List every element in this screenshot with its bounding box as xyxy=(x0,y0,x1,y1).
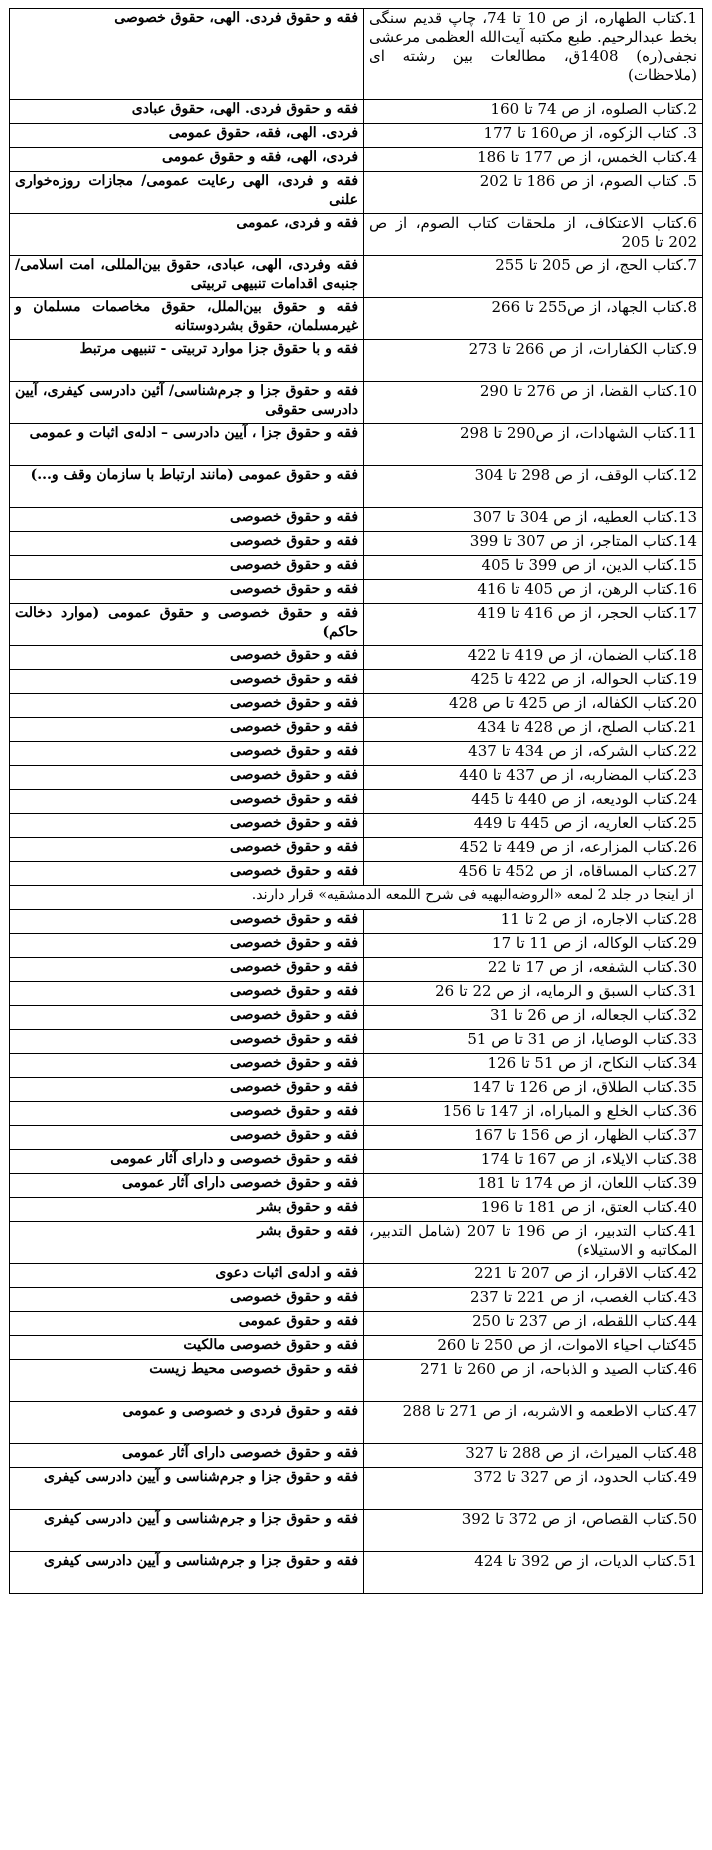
book-category-cell: فقه و حقوق بشر xyxy=(10,1222,364,1264)
table-row xyxy=(10,382,703,424)
table-row xyxy=(10,766,703,790)
book-title-cell: 39.کتاب اللعان، از ص 174 تا 181 xyxy=(364,1174,703,1198)
table-row xyxy=(10,1360,703,1402)
book-category-cell: فقه و حقوق خصوصی xyxy=(10,958,364,982)
book-category-cell: فقه و ادله‌ی اثبات دعوی xyxy=(10,1264,364,1288)
section-note-row xyxy=(10,886,703,910)
book-category-cell: فقه و حقوق خصوصی و دارای آثار عمومی xyxy=(10,1150,364,1174)
book-category-cell: فقه و حقوق جزا و جرم‌شناسی/ آئین دادرسی کیفری، آیین دادرسی حقوقی xyxy=(10,382,364,424)
book-category-cell: فردی. الهی، فقه، حقوق عمومی xyxy=(10,124,364,148)
table-row xyxy=(10,580,703,604)
table-row xyxy=(10,508,703,532)
table-row xyxy=(10,646,703,670)
book-title-cell: 51.کتاب الدیات، از ص 392 تا 424 xyxy=(364,1552,703,1594)
book-title-cell: 19.کتاب الحواله، از ص 422 تا 425 xyxy=(364,670,703,694)
book-title-cell: 5. کتاب الصوم، از ص 186 تا 202 xyxy=(364,172,703,214)
book-title-cell: 38.کتاب الایلاء، از ص 167 تا 174 xyxy=(364,1150,703,1174)
book-category-cell: فقه و حقوق خصوصی xyxy=(10,766,364,790)
book-title-cell: 35.کتاب الطلاق، از ص 126 تا 147 xyxy=(364,1078,703,1102)
book-category-cell: فقه و فردی، الهی رعایت عمومی/ مجازات روزه‌خواری علنی xyxy=(10,172,364,214)
book-category-cell: فقه و حقوق خصوصی xyxy=(10,934,364,958)
table-row xyxy=(10,958,703,982)
table-row xyxy=(10,1288,703,1312)
book-title-cell: 12.کتاب الوقف، از ص 298 تا 304 xyxy=(364,466,703,508)
table-row xyxy=(10,1312,703,1336)
book-title-cell: 29.کتاب الوکاله، از ص 11 تا 17 xyxy=(364,934,703,958)
table-row xyxy=(10,982,703,1006)
table-row xyxy=(10,1006,703,1030)
book-category-cell: فقه و حقوق خصوصی xyxy=(10,694,364,718)
table-row xyxy=(10,214,703,256)
book-category-cell: فقه و حقوق جزا ، آیین دادرسی – ادله‌ی اثبات و عمومی xyxy=(10,424,364,466)
table-row xyxy=(10,1102,703,1126)
table-row xyxy=(10,532,703,556)
book-category-cell: فقه و حقوق خصوصی xyxy=(10,532,364,556)
book-title-cell: 44.کتاب اللقطه، از ص 237 تا 250 xyxy=(364,1312,703,1336)
book-title-cell: 25.کتاب العاریه، از ص 445 تا 449 xyxy=(364,814,703,838)
table-row xyxy=(10,100,703,124)
table-row xyxy=(10,256,703,298)
book-category-cell: فقه و حقوق خصوصی xyxy=(10,580,364,604)
table-row xyxy=(10,1030,703,1054)
book-category-cell: فقه و حقوق بشر xyxy=(10,1198,364,1222)
book-title-cell: 30.کتاب الشفعه، از ص 17 تا 22 xyxy=(364,958,703,982)
table-row xyxy=(10,862,703,886)
table-row xyxy=(10,742,703,766)
book-title-cell: 31.کتاب السبق و الرمایه، از ص 22 تا 26 xyxy=(364,982,703,1006)
book-category-cell: فقه و حقوق عمومی (مانند ارتباط با سازمان وقف و...) xyxy=(10,466,364,508)
book-category-cell: فقه و حقوق خصوصی xyxy=(10,646,364,670)
table-row xyxy=(10,1126,703,1150)
book-category-cell: فقه و حقوق خصوصی xyxy=(10,790,364,814)
book-title-cell: 28.کتاب الاجاره، از ص 2 تا 11 xyxy=(364,910,703,934)
book-title-cell: 46.کتاب الصید و الذباحه، از ص 260 تا 271 xyxy=(364,1360,703,1402)
book-title-cell: 34.کتاب النکاح، از ص 51 تا 126 xyxy=(364,1054,703,1078)
book-category-cell: فقه و حقوق خصوصی دارای آثار عمومی xyxy=(10,1444,364,1468)
book-title-cell: 32.کتاب الجعاله، از ص 26 تا 31 xyxy=(364,1006,703,1030)
section-note: از اینجا در جلد 2 لمعه «الروضه‌البهیه فی شرح اللمعه الدمشقیه» قرار دارند. xyxy=(10,886,703,910)
table-row xyxy=(10,670,703,694)
book-title-cell: 17.کتاب الحجر، از ص 416 تا 419 xyxy=(364,604,703,646)
book-title-cell: 40.کتاب العتق، از ص 181 تا 196 xyxy=(364,1198,703,1222)
book-title-cell: 27.کتاب المساقاه، از ص 452 تا 456 xyxy=(364,862,703,886)
table-row xyxy=(10,424,703,466)
book-category-cell: فقه و با حقوق جزا موارد تربیتی - تنبیهی مرتبط xyxy=(10,340,364,382)
table-row xyxy=(10,838,703,862)
book-title-cell: 9.کتاب الکفارات، از ص 266 تا 273 xyxy=(364,340,703,382)
table-row xyxy=(10,604,703,646)
book-title-cell: 37.کتاب الظهار، از ص 156 تا 167 xyxy=(364,1126,703,1150)
table-row xyxy=(10,814,703,838)
book-title-cell: 22.کتاب الشرکه، از ص 434 تا 437 xyxy=(364,742,703,766)
book-title-cell: 42.کتاب الاقرار، از ص 207 تا 221 xyxy=(364,1264,703,1288)
table-row xyxy=(10,298,703,340)
book-category-cell: فقه و حقوق خصوصی xyxy=(10,862,364,886)
book-title-cell: 14.کتاب المتاجر، از ص 307 تا 399 xyxy=(364,532,703,556)
book-title-cell: 7.کتاب الحج، از ص 205 تا 255 xyxy=(364,256,703,298)
book-category-cell: فقه و حقوق خصوصی xyxy=(10,556,364,580)
book-category-cell: فردی، الهی، فقه و حقوق عمومی xyxy=(10,148,364,172)
book-category-cell: فقه و حقوق خصوصی xyxy=(10,670,364,694)
book-title-cell: 24.کتاب الودیعه، از ص 440 تا 445 xyxy=(364,790,703,814)
book-category-cell: فقه و حقوق جزا و جرم‌شناسی و آیین دادرسی کیفری xyxy=(10,1468,364,1510)
book-title-cell: 18.کتاب الضمان، از ص 419 تا 422 xyxy=(364,646,703,670)
table-row xyxy=(10,556,703,580)
book-title-cell: 21.کتاب الصلح، از ص 428 تا 434 xyxy=(364,718,703,742)
table-row xyxy=(10,1222,703,1264)
book-title-cell: 11.کتاب الشهادات، از ص290 تا 298 xyxy=(364,424,703,466)
book-title-cell: 16.کتاب الرهن، از ص 405 تا 416 xyxy=(364,580,703,604)
table-row xyxy=(10,910,703,934)
book-category-cell: فقه و حقوق خصوصی xyxy=(10,1054,364,1078)
book-category-cell: فقه و حقوق خصوصی دارای آثار عمومی xyxy=(10,1174,364,1198)
book-title-cell: 41.کتاب التدبیر، از ص 196 تا 207 (شامل التدبیر، المکاتبه و الاستیلاء) xyxy=(364,1222,703,1264)
book-title-cell: 1.کتاب الطهاره، از ص 10 تا 74، چاپ قدیم سنگی بخط عبدالرحیم. طبع مکتبه آیت‌الله العظمی مرعشی نجفی(ره) 1408ق، مطالعات بین رشته ای (ملاحظات) xyxy=(364,9,703,100)
book-title-cell: 20.کتاب الکفاله، از ص 425 تا ص 428 xyxy=(364,694,703,718)
book-category-cell: فقه و حقوق خصوصی xyxy=(10,742,364,766)
book-title-cell: 4.کتاب الخمس، از ص 177 تا 186 xyxy=(364,148,703,172)
book-category-cell: فقه و حقوق خصوصی محیط زیست xyxy=(10,1360,364,1402)
table-row xyxy=(10,1174,703,1198)
table-row xyxy=(10,172,703,214)
table-row xyxy=(10,718,703,742)
table-row xyxy=(10,1336,703,1360)
book-category-cell: فقه وفردی، الهی، عبادی، حقوق بین‌المللی، امت اسلامی/ جنبه‌ی اقدامات تنبیهی تربیتی xyxy=(10,256,364,298)
books-table xyxy=(9,8,703,1594)
book-category-cell: فقه و حقوق خصوصی xyxy=(10,1126,364,1150)
table-row xyxy=(10,934,703,958)
table-row xyxy=(10,124,703,148)
book-category-cell: فقه و حقوق فردی. الهی، حقوق خصوصی xyxy=(10,9,364,100)
book-title-cell: 6.کتاب الاعتکاف، از ملحقات کتاب الصوم، از ص 202 تا 205 xyxy=(364,214,703,256)
book-category-cell: فقه و حقوق خصوصی xyxy=(10,814,364,838)
table-row xyxy=(10,9,703,100)
book-title-cell: 10.کتاب القضا، از ص 276 تا 290 xyxy=(364,382,703,424)
book-title-cell: 13.کتاب العطیه، از ص 304 تا 307 xyxy=(364,508,703,532)
table-row xyxy=(10,694,703,718)
table-row xyxy=(10,1264,703,1288)
table-row xyxy=(10,1468,703,1510)
table-row xyxy=(10,1054,703,1078)
table-row xyxy=(10,1198,703,1222)
table-row xyxy=(10,1552,703,1594)
book-title-cell: 43.کتاب الغصب، از ص 221 تا 237 xyxy=(364,1288,703,1312)
book-title-cell: 33.کتاب الوصایا، از ص 31 تا ص 51 xyxy=(364,1030,703,1054)
book-category-cell: فقه و حقوق خصوصی مالکیت xyxy=(10,1336,364,1360)
book-title-cell: 48.کتاب المیراث، از ص 288 تا 327 xyxy=(364,1444,703,1468)
book-title-cell: 23.کتاب المضاربه، از ص 437 تا 440 xyxy=(364,766,703,790)
book-category-cell: فقه و حقوق خصوصی xyxy=(10,982,364,1006)
book-category-cell: فقه و حقوق جزا و جرم‌شناسی و آیین دادرسی کیفری xyxy=(10,1510,364,1552)
book-category-cell: فقه و حقوق بین‌الملل، حقوق مخاصمات مسلمان و غیرمسلمان، حقوق بشردوستانه xyxy=(10,298,364,340)
book-category-cell: فقه و حقوق خصوصی xyxy=(10,508,364,532)
table-row xyxy=(10,790,703,814)
book-title-cell: 8.کتاب الجهاد، از ص255 تا 266 xyxy=(364,298,703,340)
book-title-cell: 2.کتاب الصلوه، از ص 74 تا 160 xyxy=(364,100,703,124)
book-category-cell: فقه و حقوق فردی. الهی، حقوق عبادی xyxy=(10,100,364,124)
book-category-cell: فقه و حقوق خصوصی xyxy=(10,838,364,862)
table-row xyxy=(10,1150,703,1174)
book-title-cell: 36.کتاب الخلع و المباراه، از 147 تا 156 xyxy=(364,1102,703,1126)
book-title-cell: 47.کتاب الاطعمه و الاشربه، از ص 271 تا 288 xyxy=(364,1402,703,1444)
books-table-body xyxy=(10,9,703,1594)
book-category-cell: فقه و حقوق خصوصی xyxy=(10,1102,364,1126)
table-row xyxy=(10,1402,703,1444)
book-category-cell: فقه و حقوق خصوصی xyxy=(10,1078,364,1102)
table-row xyxy=(10,340,703,382)
book-category-cell: فقه و حقوق خصوصی و حقوق عمومی (موارد دخالت حاکم) xyxy=(10,604,364,646)
table-row xyxy=(10,1078,703,1102)
book-title-cell: 49.کتاب الحدود، از ص 327 تا 372 xyxy=(364,1468,703,1510)
table-row xyxy=(10,1510,703,1552)
book-title-cell: 15.کتاب الدین، از ص 399 تا 405 xyxy=(364,556,703,580)
table-row xyxy=(10,148,703,172)
book-category-cell: فقه و حقوق خصوصی xyxy=(10,718,364,742)
book-category-cell: فقه و حقوق جزا و جرم‌شناسی و آیین دادرسی کیفری xyxy=(10,1552,364,1594)
book-title-cell: 50.کتاب القصاص، از ص 372 تا 392 xyxy=(364,1510,703,1552)
table-row xyxy=(10,1444,703,1468)
book-category-cell: فقه و حقوق فردی و خصوصی و عمومی xyxy=(10,1402,364,1444)
book-category-cell: فقه و حقوق خصوصی xyxy=(10,1288,364,1312)
book-title-cell: 45کتاب احیاء الاموات، از ص 250 تا 260 xyxy=(364,1336,703,1360)
book-category-cell: فقه و حقوق خصوصی xyxy=(10,910,364,934)
book-category-cell: فقه و حقوق عمومی xyxy=(10,1312,364,1336)
book-title-cell: 3. کتاب الزکوه، از ص160 تا 177 xyxy=(364,124,703,148)
book-category-cell: فقه و فردی، عمومی xyxy=(10,214,364,256)
book-category-cell: فقه و حقوق خصوصی xyxy=(10,1006,364,1030)
book-category-cell: فقه و حقوق خصوصی xyxy=(10,1030,364,1054)
table-row xyxy=(10,466,703,508)
book-title-cell: 26.کتاب المزارعه، از ص 449 تا 452 xyxy=(364,838,703,862)
